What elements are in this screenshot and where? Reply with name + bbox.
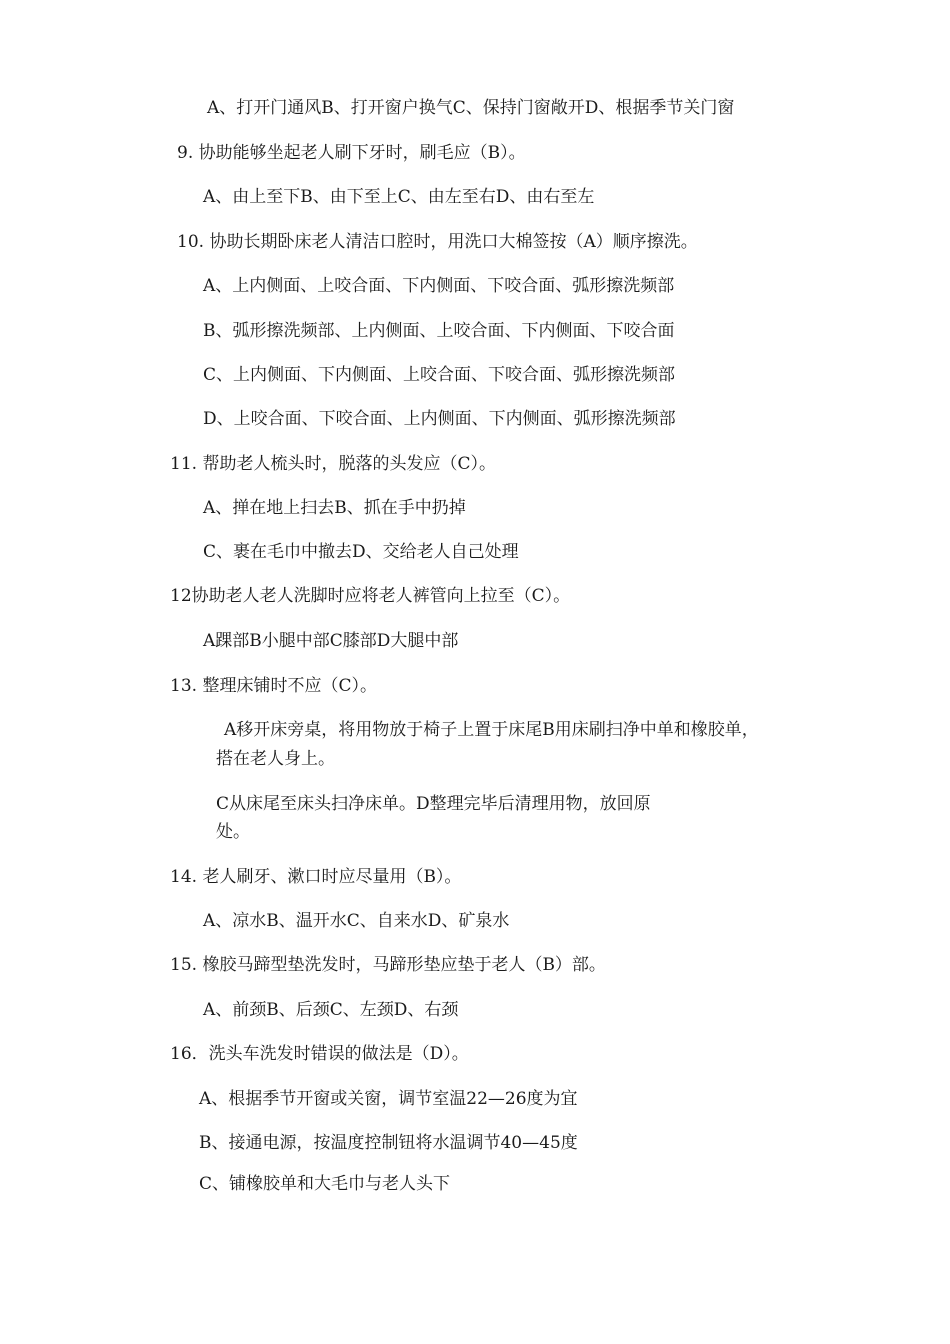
q13-options-cd: C从床尾至床头扫净床单。D整理完毕后清理用物，放回原 xyxy=(216,794,651,814)
q14-options: A、凉水B、温开水C、自来水D、矿泉水 xyxy=(203,911,510,931)
q11-options-cd: C、裹在毛巾中撤去D、交给老人自己处理 xyxy=(203,542,519,562)
question-11: 11. 帮助老人梳头时，脱落的头发应（C）。 xyxy=(170,454,496,474)
q10-option-a: A、上内侧面、上咬合面、下内侧面、下咬合面、弧形擦洗频部 xyxy=(203,276,675,296)
q8-options: A、打开门通风B、打开窗户换气C、保持门窗敞开D、根据季节关门窗 xyxy=(207,98,735,118)
q16-option-b: B、接通电源，按温度控制钮将水温调节40—45度 xyxy=(199,1133,578,1153)
q10-option-b: B、弧形擦洗频部、上内侧面、上咬合面、下内侧面、下咬合面 xyxy=(203,321,675,341)
q9-options: A、由上至下B、由下至上C、由左至右D、由右至左 xyxy=(203,187,595,207)
question-9: 9. 协助能够坐起老人刷下牙时，刷毛应（B）。 xyxy=(177,143,526,163)
q16-option-c: C、铺橡胶单和大毛巾与老人头下 xyxy=(199,1174,451,1194)
q13-options-ab: A移开床旁桌，将用物放于椅子上置于床尾B用床刷扫净中单和橡胶单， xyxy=(224,720,759,740)
question-14: 14. 老人刷牙、漱口时应尽量用（B）。 xyxy=(170,867,462,887)
q15-options: A、前颈B、后颈C、左颈D、右颈 xyxy=(203,1000,459,1020)
question-12: 12协助老人老人洗脚时应将老人裤管向上拉至（C）。 xyxy=(170,586,571,606)
q13-options-ab-cont: 搭在老人身上。 xyxy=(216,749,335,769)
q11-options-ab: A、掸在地上扫去B、抓在手中扔掉 xyxy=(203,498,466,518)
q10-option-c: C、上内侧面、下内侧面、上咬合面、下咬合面、弧形擦洗频部 xyxy=(203,365,676,385)
question-15: 15. 橡胶马蹄型垫洗发时，马蹄形垫应垫于老人（B）部。 xyxy=(170,955,606,975)
q10-option-d: D、上咬合面、下咬合面、上内侧面、下内侧面、弧形擦洗频部 xyxy=(203,409,676,429)
question-13: 13. 整理床铺时不应（C）。 xyxy=(170,676,377,696)
q12-options: A踝部B小腿中部C膝部D大腿中部 xyxy=(203,631,459,651)
q13-options-cd-cont: 处。 xyxy=(216,822,250,842)
question-10: 10. 协助长期卧床老人清洁口腔时，用洗口大棉签按（A）顺序擦洗。 xyxy=(177,232,698,252)
question-16: 16．洗头车洗发时错误的做法是（D）。 xyxy=(170,1044,469,1064)
q16-option-a: A、根据季节开窗或关窗，调节室温22—26度为宜 xyxy=(199,1089,578,1109)
